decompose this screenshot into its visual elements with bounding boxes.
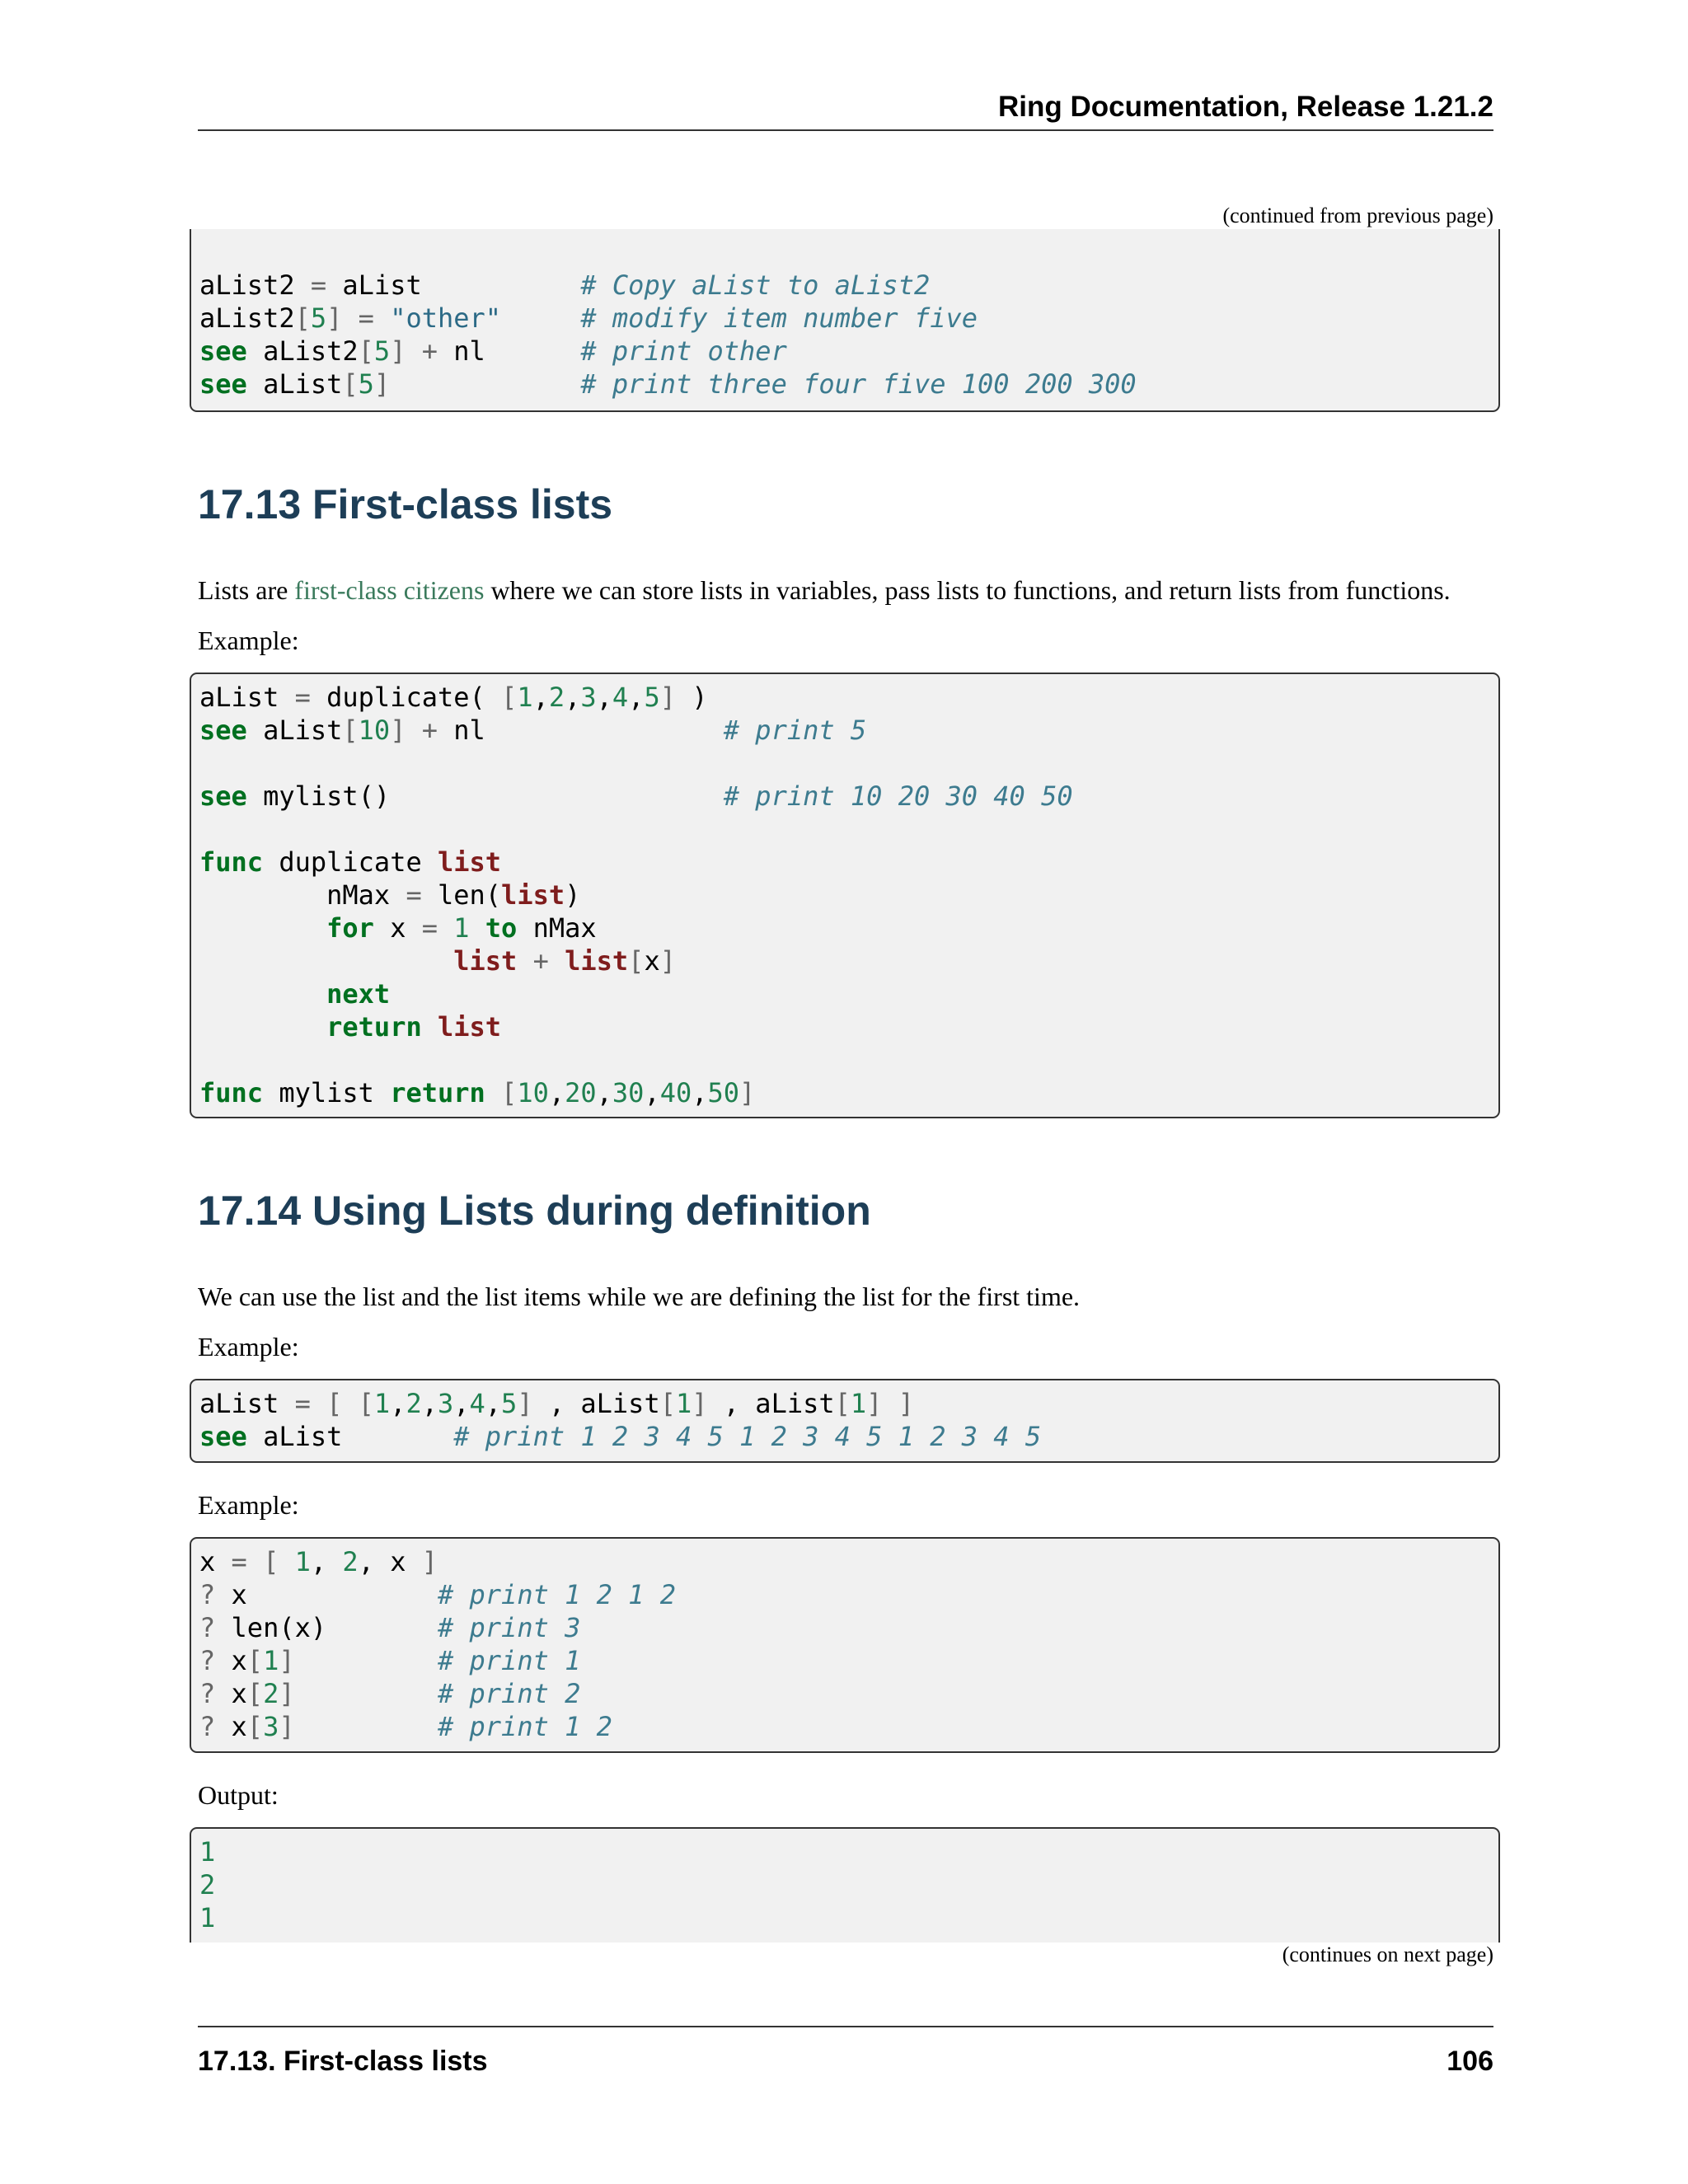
- code-token: ,: [390, 1388, 406, 1419]
- code-token: =: [294, 1388, 311, 1419]
- code-token: [406, 335, 421, 367]
- code-token: ,: [628, 682, 645, 713]
- code-token: , aList: [532, 1388, 660, 1419]
- code-line: [199, 335, 1490, 368]
- code-token: ): [565, 879, 581, 911]
- code-token: 2: [548, 682, 565, 713]
- code-line: [199, 1677, 1490, 1710]
- code-token: [: [246, 1711, 264, 1742]
- code-token: ): [675, 682, 708, 713]
- code-token: ,: [596, 682, 612, 713]
- code-token: 1: [675, 1388, 692, 1419]
- code-token: [438, 912, 453, 944]
- code-token: 3: [263, 1711, 279, 1742]
- code-token: x: [215, 1645, 247, 1676]
- code-token: 1: [373, 1388, 391, 1419]
- code-token: # print 10 20 30 40 50: [723, 780, 1073, 812]
- code-line: [199, 368, 1490, 401]
- code-token: [342, 302, 358, 334]
- code-token: ]: [739, 1077, 756, 1108]
- code-token: 2: [342, 1546, 359, 1577]
- code-token: ,: [596, 1077, 612, 1108]
- code-token: [470, 912, 485, 944]
- code-token: 5: [501, 1388, 518, 1419]
- code-token: [: [501, 682, 518, 713]
- code-token: =: [358, 302, 374, 334]
- code-token: nl: [437, 715, 724, 746]
- code-token: ]: [692, 1388, 708, 1419]
- code-token: ]: [279, 1645, 295, 1676]
- code-token: +: [421, 715, 438, 746]
- code-token: return: [390, 1077, 485, 1108]
- code-token: ,: [644, 1077, 660, 1108]
- code-token: x: [215, 1711, 247, 1742]
- code-token: 40: [659, 1077, 692, 1108]
- continues-on-note: (continues on next page): [1282, 1943, 1493, 1966]
- code-token: ,: [692, 1077, 708, 1108]
- code-token: ,: [453, 1388, 470, 1419]
- code-block-continued: [190, 229, 1500, 412]
- code-token: ?: [199, 1645, 216, 1676]
- paragraph-first-class: [198, 574, 1451, 607]
- code-token: [247, 1546, 263, 1577]
- code-token: ?: [199, 1579, 216, 1610]
- code-line: [199, 302, 1490, 335]
- code-token: aList2: [199, 302, 295, 334]
- code-token: ]: [373, 368, 391, 400]
- code-token: [: [326, 1388, 343, 1419]
- code-line: [199, 1387, 1490, 1420]
- first-class-citizens-link[interactable]: first-class citizens: [294, 575, 485, 605]
- code-token: mylist(): [246, 780, 724, 812]
- code-token: , aList: [707, 1388, 835, 1419]
- code-token: [: [659, 1388, 676, 1419]
- code-token: [295, 1678, 438, 1709]
- code-token: [: [358, 335, 374, 367]
- code-token: # print other: [580, 335, 787, 367]
- footer-rule: [198, 2026, 1493, 2027]
- example-label: Example:: [198, 1332, 299, 1361]
- code-token: ?: [199, 1678, 216, 1709]
- code-token: =: [421, 912, 438, 944]
- code-token: +: [532, 945, 549, 977]
- code-token: nl: [437, 335, 581, 367]
- code-token: list: [437, 846, 502, 878]
- section-heading-17-13: 17.13 First-class lists: [198, 481, 613, 527]
- code-token: 50: [707, 1077, 740, 1108]
- footer-section-title: 17.13. First-class lists: [198, 2046, 488, 2077]
- code-token: mylist: [263, 1077, 391, 1108]
- code-token: see: [199, 335, 247, 367]
- code-line: [199, 944, 1490, 977]
- code-token: [882, 1388, 898, 1419]
- code-token: return: [326, 1011, 422, 1043]
- code-block-definition-1: [190, 1379, 1500, 1463]
- code-token: x: [199, 1546, 232, 1577]
- code-line: [199, 1420, 1490, 1453]
- code-line: [199, 1835, 1490, 1868]
- code-token: ,: [421, 1388, 438, 1419]
- code-block-output: [190, 1827, 1500, 1943]
- code-token: list: [501, 879, 565, 911]
- code-token: 3: [437, 1388, 454, 1419]
- code-token: [: [342, 368, 359, 400]
- code-token: [: [294, 302, 311, 334]
- code-token: [295, 1711, 438, 1742]
- code-token: 10: [517, 1077, 549, 1108]
- code-token: ]: [279, 1678, 295, 1709]
- code-token: 10: [358, 715, 391, 746]
- code-block-first-class: [190, 673, 1500, 1118]
- code-token: 1: [850, 1388, 867, 1419]
- code-token: ]: [898, 1388, 914, 1419]
- code-token: =: [294, 682, 311, 713]
- code-token: [: [358, 1388, 374, 1419]
- code-token: # Copy aList to aList2: [580, 269, 931, 301]
- code-line: [199, 780, 1490, 813]
- code-token: list: [437, 1011, 502, 1043]
- code-token: # print 5: [723, 715, 867, 746]
- code-token: aList2: [199, 269, 311, 301]
- code-token: 3: [580, 682, 597, 713]
- code-token: see: [199, 1421, 247, 1452]
- code-token: [374, 302, 390, 334]
- code-token: [: [834, 1388, 851, 1419]
- code-token: ,: [548, 1077, 565, 1108]
- code-line: [199, 1076, 1490, 1109]
- code-token: duplicate: [263, 846, 438, 878]
- code-token: [501, 302, 580, 334]
- code-token: 5: [310, 302, 327, 334]
- code-token: ?: [199, 1711, 216, 1742]
- code-token: [279, 1546, 294, 1577]
- code-token: [390, 368, 580, 400]
- code-token: ]: [390, 715, 406, 746]
- code-token: to: [485, 912, 518, 944]
- code-token: func: [199, 1077, 264, 1108]
- code-token: ,: [485, 1388, 502, 1419]
- paragraph-definition: We can use the list and the list items while we are defining the list for the first time.: [198, 1282, 1081, 1311]
- paragraph-text: where we can store lists in variables, pass lists to functions, and return lists from functions.: [484, 575, 1451, 605]
- code-token: =: [231, 1546, 247, 1577]
- code-line: [199, 1545, 1490, 1578]
- code-token: # print three four five 100 200 300: [580, 368, 1137, 400]
- code-token: [517, 945, 532, 977]
- code-token: ,: [532, 682, 549, 713]
- code-token: # print 1 2 1 2: [437, 1579, 676, 1610]
- code-token: aList: [199, 682, 295, 713]
- code-token: 30: [612, 1077, 645, 1108]
- code-token: 2: [263, 1678, 279, 1709]
- page-number: 106: [1447, 2046, 1493, 2077]
- running-header-title: Ring Documentation, Release 1.21.2: [997, 91, 1493, 123]
- code-token: [549, 945, 565, 977]
- code-token: duplicate(: [310, 682, 502, 713]
- code-token: [: [342, 715, 359, 746]
- code-line: [199, 269, 1490, 302]
- code-line: [199, 1868, 1490, 1901]
- code-token: ,: [310, 1546, 343, 1577]
- code-token: 5: [644, 682, 660, 713]
- code-token: [199, 1011, 326, 1043]
- code-line: [199, 1578, 1490, 1611]
- code-token: aList: [246, 715, 343, 746]
- code-token: 20: [565, 1077, 597, 1108]
- code-token: 1: [517, 682, 533, 713]
- code-token: ]: [866, 1388, 883, 1419]
- example-label: Example:: [198, 1490, 299, 1520]
- code-token: nMax: [199, 879, 406, 911]
- code-token: [: [263, 1546, 279, 1577]
- code-token: +: [421, 335, 438, 367]
- code-token: [: [501, 1077, 518, 1108]
- code-line: [199, 1644, 1490, 1677]
- code-token: [342, 1388, 358, 1419]
- code-token: [: [246, 1645, 264, 1676]
- code-line: [199, 681, 1490, 714]
- code-block-definition-2: [190, 1537, 1500, 1753]
- code-token: # modify item number five: [580, 302, 978, 334]
- code-token: "other": [390, 302, 502, 334]
- continued-from-note: (continued from previous page): [1222, 204, 1493, 227]
- code-token: x: [215, 1678, 247, 1709]
- code-token: for: [326, 912, 374, 944]
- code-token: # print 1 2: [437, 1711, 612, 1742]
- code-token: ]: [326, 302, 343, 334]
- code-line: [199, 1710, 1490, 1743]
- code-token: see: [199, 780, 247, 812]
- code-token: 5: [358, 368, 374, 400]
- code-token: len(: [421, 879, 502, 911]
- code-token: ]: [421, 1546, 438, 1577]
- code-token: # print 2: [437, 1678, 581, 1709]
- header-rule: [198, 129, 1493, 131]
- code-token: func: [199, 846, 264, 878]
- example-label: Example:: [198, 626, 299, 655]
- code-token: =: [406, 879, 422, 911]
- code-token: aList: [246, 368, 343, 400]
- code-token: # print 3: [437, 1612, 581, 1643]
- code-token: x: [215, 1579, 438, 1610]
- code-token: [: [246, 1678, 264, 1709]
- code-line: [199, 1611, 1490, 1644]
- code-token: [199, 978, 326, 1010]
- code-token: [: [628, 945, 645, 977]
- code-line: [199, 846, 1490, 879]
- code-token: 4: [469, 1388, 485, 1419]
- code-token: 1: [294, 1546, 311, 1577]
- code-token: list: [453, 945, 518, 977]
- code-token: [311, 1388, 326, 1419]
- code-token: 2: [199, 1869, 216, 1900]
- code-token: 1: [199, 1836, 216, 1868]
- output-label: Output:: [198, 1780, 279, 1810]
- code-token: aList: [326, 269, 581, 301]
- code-token: aList: [246, 1421, 454, 1452]
- code-token: [199, 945, 453, 977]
- code-line: [199, 714, 1490, 747]
- code-token: 2: [406, 1388, 422, 1419]
- code-line: [199, 1901, 1490, 1934]
- code-token: 1: [199, 1902, 216, 1933]
- code-token: # print 1: [437, 1645, 581, 1676]
- code-line: [199, 912, 1490, 944]
- code-token: ]: [390, 335, 406, 367]
- code-token: len(x): [215, 1612, 438, 1643]
- code-token: [422, 1011, 438, 1043]
- code-line: [199, 1043, 1490, 1076]
- code-token: ,: [565, 682, 581, 713]
- code-line: [199, 879, 1490, 912]
- code-line: [199, 977, 1490, 1010]
- code-token: ]: [659, 945, 676, 977]
- code-token: [199, 912, 326, 944]
- code-token: [295, 1645, 438, 1676]
- code-token: next: [326, 978, 391, 1010]
- code-token: x: [373, 912, 422, 944]
- code-line: [199, 1010, 1490, 1043]
- section-heading-17-14: 17.14 Using Lists during definition: [198, 1188, 871, 1234]
- code-token: 1: [263, 1645, 279, 1676]
- code-token: ]: [517, 1388, 533, 1419]
- code-token: see: [199, 368, 247, 400]
- code-token: list: [565, 945, 629, 977]
- code-token: x: [644, 945, 660, 977]
- code-token: # print 1 2 3 4 5 1 2 3 4 5 1 2 3 4 5: [453, 1421, 1042, 1452]
- code-token: nMax: [517, 912, 597, 944]
- code-token: aList: [199, 1388, 295, 1419]
- code-line: [199, 813, 1490, 846]
- code-token: 1: [453, 912, 470, 944]
- code-token: 4: [612, 682, 629, 713]
- code-token: see: [199, 715, 247, 746]
- paragraph-text: Lists are: [198, 575, 295, 605]
- code-token: ]: [659, 682, 676, 713]
- code-line: [199, 747, 1490, 780]
- code-token: [485, 1077, 501, 1108]
- code-token: ?: [199, 1612, 216, 1643]
- code-token: , x: [358, 1546, 422, 1577]
- code-token: 5: [373, 335, 391, 367]
- code-token: aList2: [246, 335, 359, 367]
- code-token: ]: [279, 1711, 295, 1742]
- code-token: [406, 715, 421, 746]
- code-token: =: [310, 269, 327, 301]
